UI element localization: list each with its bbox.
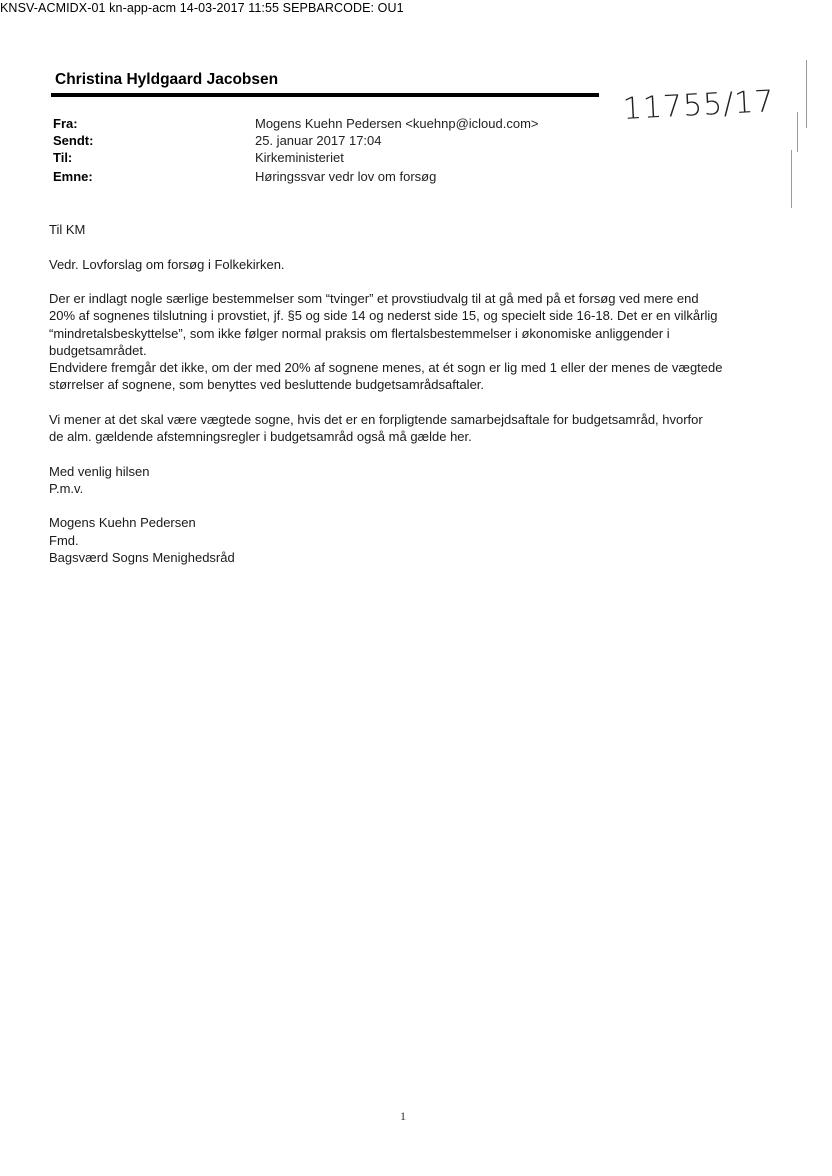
meta-row-from <box>53 116 613 134</box>
subject-line: Vedr. Lovforslag om forsøg i Folkekirken. <box>49 256 285 272</box>
meta-value-sent: 25. januar 2017 17:04 <box>255 133 382 148</box>
scan-mark-right-2 <box>797 112 798 152</box>
body-line: 20% af sognenes tilslutning i provstiet, jf. §5 og side 14 og nederst side 15, og specielt side 16-18. Det er en vilkårlig <box>49 308 718 324</box>
greeting: Til KM <box>49 222 86 237</box>
fax-header: KNSV-ACMIDX-01 kn-app-acm 14-03-2017 11:55 SEPBARCODE: OU1 <box>0 1 404 15</box>
header-rule <box>51 93 599 97</box>
body-line: størrelser af sognene, som benyttes ved besluttende budgetsamrådsaftaler. <box>49 377 485 393</box>
signature-name: Mogens Kuehn Pedersen <box>49 515 196 531</box>
handwritten-number: 11755/17 <box>622 84 776 127</box>
meta-value-subject: Høringssvar vedr lov om forsøg <box>255 169 437 184</box>
page-number: 1 <box>400 1109 406 1123</box>
body-line: Endvidere fremgår det ikke, om der med 20% af sognene menes, at ét sogn er lig med 1 eller der menes de vægtede <box>49 360 723 375</box>
meta-label-from: Fra: <box>53 116 78 131</box>
meta-value-to: Kirkeministeriet <box>255 150 344 165</box>
meta-label-to: Til: <box>53 150 73 165</box>
body-line: Vi mener at det skal være vægtede sogne, hvis det er en forpligtende samarbejdsaftale for budgetsamråd, hvorfor <box>49 411 703 427</box>
scan-mark-right-3 <box>791 150 792 208</box>
owner-name: Christina Hyldgaard Jacobsen <box>55 71 279 88</box>
signature-org: Bagsværd Sogns Menighedsråd <box>49 549 235 565</box>
body-line: de alm. gældende afstemningsregler i budgetsamråd også må gælde her. <box>49 429 472 444</box>
meta-row-to <box>53 150 613 168</box>
paragraph-1 <box>49 290 789 393</box>
meta-label-sent: Sendt: <box>53 133 94 148</box>
closing-line: P.m.v. <box>49 480 84 496</box>
paragraph-2 <box>49 411 789 445</box>
signature-title: Fmd. <box>49 532 79 548</box>
email-body <box>49 221 789 583</box>
meta-row-sent <box>53 133 613 151</box>
meta-row-subject <box>53 169 613 187</box>
meta-label-subject: Emne: <box>53 169 93 184</box>
closing <box>49 463 789 497</box>
scan-mark-right-1 <box>806 60 807 128</box>
signature <box>49 514 789 566</box>
body-line: Der er indlagt nogle særlige bestemmelser som “tvinger” et provstiudvalg til at gå med på et forsøg ved mere end <box>49 291 699 307</box>
closing-line: Med venlig hilsen <box>49 463 150 479</box>
body-line: “mindretalsbeskyttelse”, som ikke følger normal praksis om flertalsbestemmelser i økonomiske anliggender i <box>49 325 670 341</box>
body-line: budgetsamrådet. <box>49 342 147 358</box>
meta-value-from: Mogens Kuehn Pedersen <kuehnp@icloud.com> <box>255 116 539 131</box>
